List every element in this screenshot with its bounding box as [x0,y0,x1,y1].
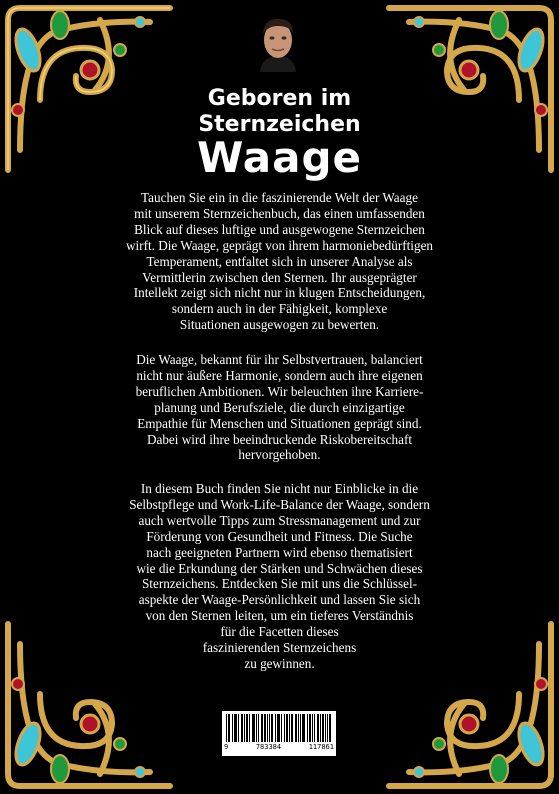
barcode-bar [272,714,273,742]
text-line: Empathie für Menschen und Situationen geprägt sind. [137,415,422,431]
title-line-2: Sternzeichen [198,112,361,137]
barcode-bar [256,714,257,742]
barcode-bar [228,714,229,742]
barcode-bar [229,714,230,742]
barcode-bar [238,714,239,742]
text-line: nicht nur äußere Harmonie, sondern auch ihre eigenen [136,367,423,383]
barcode-bar [226,714,227,742]
barcode-bar [246,714,247,742]
barcode-bar [271,714,272,742]
barcode-bar [320,714,321,742]
text-line: Die Waage, bekannt für ihr Selbstvertrauen, balanciert [136,352,423,367]
text-line: Förderung von Gesundheit und Fitness. Die Suche [146,528,413,544]
barcode-bar [275,714,276,742]
barcode-bar [318,714,319,742]
text-line: hervorgehoben. [238,447,321,463]
barcode-bar [242,714,243,742]
barcode-bar [249,714,250,742]
text-line: beruflichen Ambitionen. Wir beleuchten ihre Karriere- [135,383,424,399]
barcode-bar [317,714,318,742]
barcode-bar [329,714,330,742]
barcode-bar [312,714,313,742]
barcode-bar [278,714,279,742]
barcode-bar [295,714,296,742]
text-line: Selbstpflege und Work-Life-Balance der Waage, sondern [129,496,430,512]
blurb-paragraph-3 [108,481,451,672]
text-line: aspekte der Waage-Persönlichkeit und lassen Sie sich [138,592,421,608]
text-line: sondern auch in der Fähigkeit, komplexe [171,301,388,317]
barcode-bar [302,714,303,742]
blurb-paragraph-2 [108,352,451,463]
barcode-bar [289,714,290,742]
barcode-group-2: 117861 [308,743,334,751]
barcode-bar [262,714,263,742]
barcode-bar [236,714,237,742]
text-line: Temperament, entfaltet sich in unserer Analyse als [146,253,413,269]
barcode-bar [314,714,315,742]
barcode-bar [298,714,299,742]
barcode-bar [287,714,288,742]
barcode-bar [267,714,268,742]
barcode-bar [264,714,265,742]
barcode-bar [279,714,280,742]
barcode-bar [269,714,270,742]
barcode-bar [261,714,262,742]
barcode-bar [296,714,297,742]
barcode-bar [265,714,266,742]
text-line: Intellekt zeigt sich nicht nur in klugen Entscheidungen, [133,285,426,301]
text-line: mit unserem Sternzeichenbuch, das einen umfassenden [134,205,425,221]
text-line: planung und Berufsziele, die durch einzigartige [154,399,405,415]
barcode-bar [327,714,328,742]
barcode-group-1: 783384 [255,743,282,751]
barcode-bar [232,714,233,742]
sign-title: Waage [196,133,363,182]
barcode-bar [241,714,242,742]
barcode-number [224,743,334,751]
text-line: zu gewinnen. [244,655,315,671]
barcode-bar [325,714,326,742]
barcode-bar [307,714,308,742]
text-line: wie die Erkundung der Stärken und Schwächen dieses [136,560,423,576]
barcode-bar [303,714,304,742]
isbn-barcode [222,711,336,756]
barcode-bar [309,714,310,742]
barcode-digit-1: 9 [224,743,229,751]
barcode-bars [226,714,332,744]
barcode-bar [291,714,292,742]
title-heading [0,86,559,138]
title-line-1: Geboren im [207,86,352,111]
text-line: Sternzeichens. Entdecken Sie mit uns die Schlüssel- [141,576,418,592]
barcode-bar [277,714,278,742]
barcode-bar [330,714,331,742]
barcode-bar [234,714,235,742]
text-line: In diesem Buch finden Sie nicht nur Einblicke in die [140,481,419,496]
barcode-bar [292,714,293,742]
barcode-bar [323,714,324,742]
text-line: Blick auf dieses luftige und ausgewogene Sternzeichen [134,221,425,237]
barcode-bar [254,714,255,742]
text-line: wirft. Die Waage, geprägt von ihrem harmoniebedürftigen [125,237,434,253]
barcode-bar [304,714,305,742]
blurb-paragraph-1 [108,190,451,333]
barcode-bar [281,714,282,742]
text-line: faszinierenden Sternzeichens [202,640,357,656]
text-line: Dabei wird ihre beeindruckende Riskobereitschaft [146,431,413,447]
barcode-bar [235,714,236,742]
text-line: Vermittlerin zwischen den Sternen. Ihr ausgeprägter [142,269,417,285]
barcode-bar [300,714,301,742]
author-portrait [250,10,306,72]
barcode-bar [322,714,323,742]
text-line: Situationen ausgewogen zu bewerten. [179,317,380,333]
text-line: Tauchen Sie ein in die faszinierende Welt der Waage [141,190,418,205]
barcode-bar [247,714,248,742]
barcode-bar [258,714,259,742]
barcode-bar [284,714,285,742]
text-line: für die Facetten dieses [220,624,339,640]
barcode-bar [252,714,253,742]
barcode-bar [244,714,245,742]
text-line: von den Sternen leiten, um ein tieferes Verständnis [145,608,414,624]
text-line: nach geeigneten Partnern wird ebenso thematisiert [146,544,413,560]
text-line: auch wertvolle Tipps zum Stressmanagement und zur [138,512,421,528]
barcode-bar [253,714,254,742]
barcode-bar [286,714,287,742]
barcode-bar [310,714,311,742]
